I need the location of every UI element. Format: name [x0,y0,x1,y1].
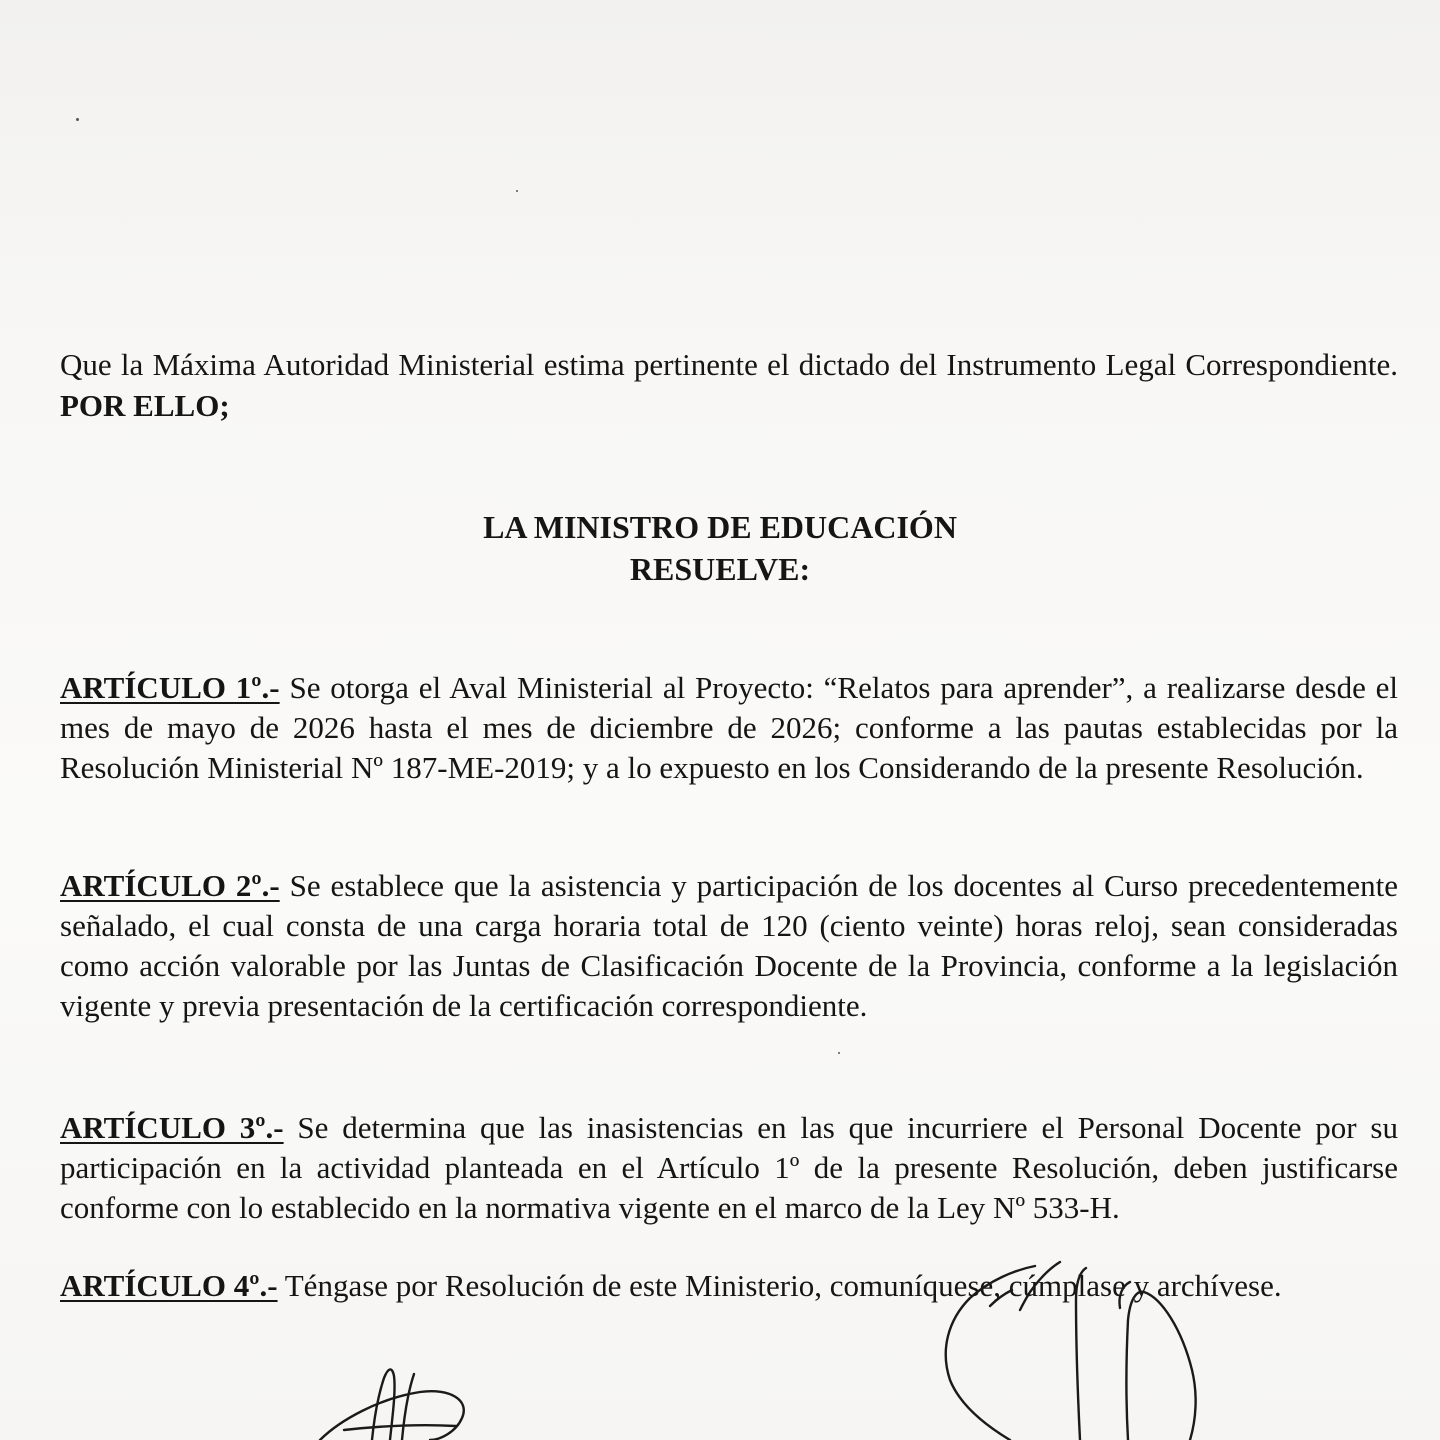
intro-text: Que la Máxima Autoridad Ministerial estima pertinente el dictado del Instrumento Legal Correspondiente. [60,347,1398,382]
article-1 [60,668,1398,788]
article-3 [60,1108,1398,1228]
article-3-text: Se determina que las inasistencias en las que incurriere el Personal Docente por su participación en la actividad planteada en el Artículo 1º de la presente Resolución, deben justificarse conforme con lo establecido en la normativa vigente en el marco de la Ley Nº 533-H. [60,1110,1398,1225]
article-4 [60,1266,1398,1306]
article-4-label: ARTÍCULO 4º.- [60,1268,278,1303]
heading-resuelve: RESUELVE: [629,551,811,587]
article-2 [60,866,1398,1026]
heading-ministro: LA MINISTRO DE EDUCACIÓN [483,509,957,545]
article-1-label: ARTÍCULO 1º.- [60,670,280,705]
signature-left-icon [320,1369,464,1440]
intro-paragraph [60,344,1398,426]
por-ello: POR ELLO; [60,388,230,423]
paper-speck [516,190,518,192]
article-2-text: Se establece que la asistencia y participación de los docentes al Curso precedentemente señalado, el cual consta de una carga horaria total de 120 (ciento veinte) horas reloj, sean consideradas como acción valorable por las Juntas de Clasificación Docente de la Provincia, conforme a la legislación vigente y previa presentación de la certificación correspondiente. [60,868,1399,1023]
article-1-text: Se otorga el Aval Ministerial al Proyecto: “Relatos para aprender”, a realizarse desde el mes de mayo de 2026 hasta el mes de diciembre de 2026; conforme a las pautas establecidas por la Resolución Ministerial Nº 187-ME-2019; y a lo expuesto en los Considerando de la presente Resolución. [60,670,1399,785]
article-3-label: ARTÍCULO 3º.- [60,1110,284,1145]
article-2-label: ARTÍCULO 2º.- [60,868,280,903]
article-4-text: Téngase por Resolución de este Ministerio, comuníquese, cúmplase y archívese. [284,1268,1282,1303]
paper-speck [76,118,79,121]
paper-speck [838,1052,840,1054]
